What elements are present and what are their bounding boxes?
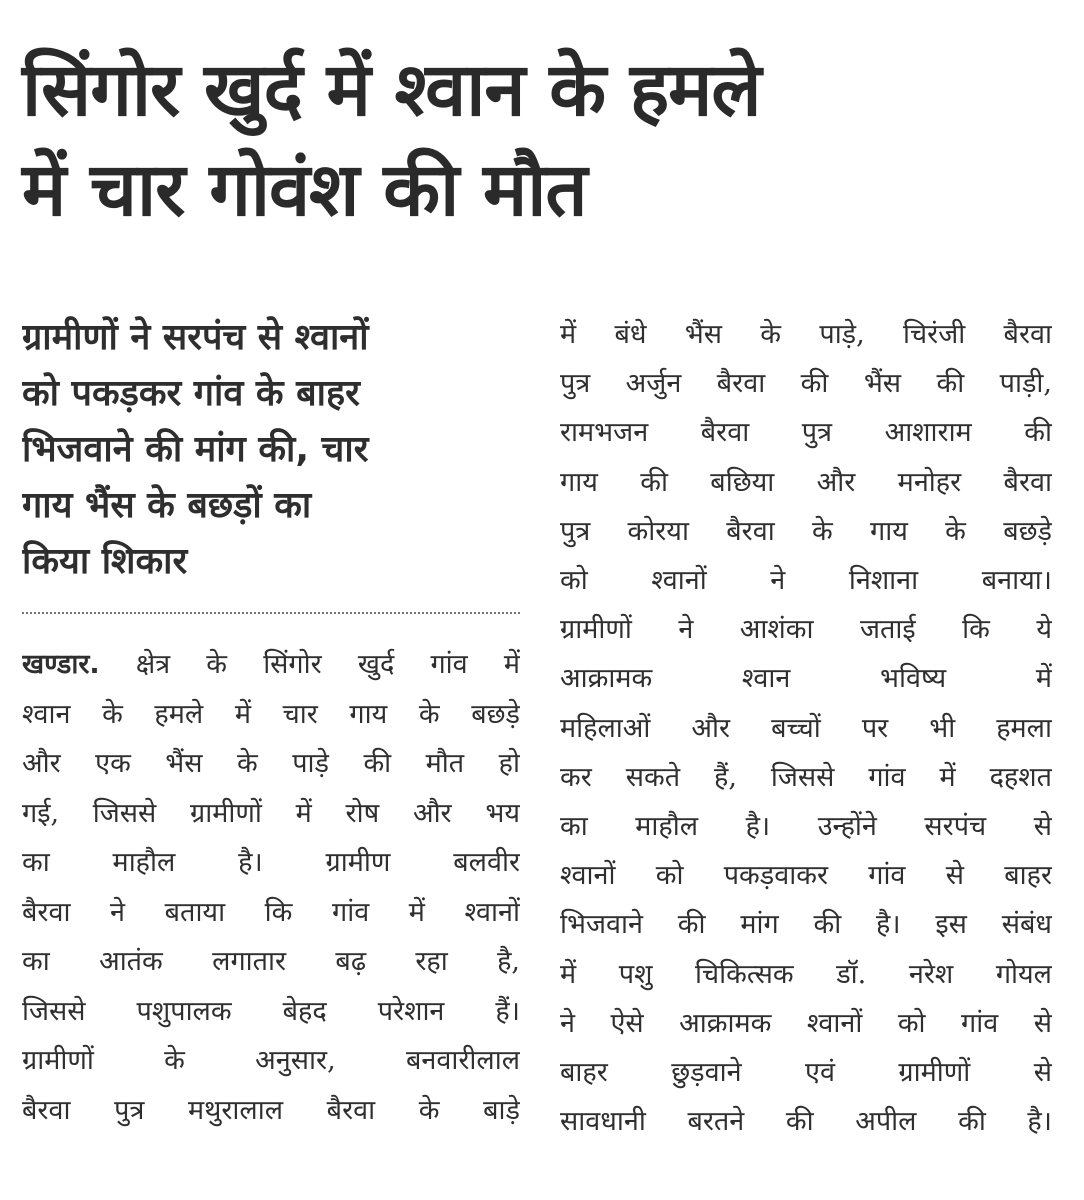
- subheadline-line-1: ग्रामीणों ने सरपंच से श्वानों: [22, 317, 369, 358]
- right-body-line: कर सकते हैं, जिससे गांव में दहशत: [560, 761, 1052, 793]
- subheadline-line-2: को पकड़कर गांव के बाहर: [22, 373, 360, 414]
- right-body-line: ग्रामीणों ने आशंका जताई कि ये: [560, 614, 1052, 646]
- left-body-line: का आतंक लगातार बढ़ रहा है,: [22, 946, 520, 977]
- dateline: खण्डार.: [22, 649, 100, 680]
- left-column: [22, 310, 520, 1135]
- right-body-line: में पशु चिकित्सक डॉ. नरेश गोयल: [560, 958, 1052, 990]
- right-body-line: सावधानी बरतने की अपील की है।: [560, 1106, 1052, 1138]
- dotted-divider: [22, 612, 520, 614]
- headline: [22, 40, 1062, 240]
- subheadline-line-4: गाय भैंस के बछड़ों का: [22, 485, 312, 526]
- left-body-line: बैरवा पुत्र मथुरालाल बैरवा के बाड़े: [22, 1094, 520, 1126]
- left-body-line: बैरवा ने बताया कि गांव में श्वानों: [22, 896, 520, 928]
- left-body-line: श्वान के हमले में चार गाय के बछड़े: [22, 698, 520, 730]
- left-body-line: और एक भैंस के पाड़े की मौत हो: [22, 748, 520, 779]
- right-column: [560, 310, 1052, 1146]
- right-body-line: पुत्र कोरया बैरवा के गाय के बछड़े: [560, 515, 1052, 547]
- article-first-line-text: क्षेत्र के सिंगोर खुर्द गांव में: [99, 649, 520, 680]
- right-body-line: ने ऐसे आक्रामक श्वानों को गांव से: [560, 1007, 1052, 1039]
- right-body-line: को श्वानों ने निशाना बनाया।: [560, 565, 1052, 597]
- right-body-line: पुत्र अर्जुन बैरवा की भैंस की पाड़ी,: [560, 368, 1052, 400]
- right-body-line: का माहौल है। उन्होंने सरपंच से: [560, 811, 1052, 843]
- right-body-line: में बंधे भैंस के पाड़े, चिरंजी बैरवा: [560, 319, 1052, 350]
- subheadline: [22, 310, 520, 590]
- subheadline-line-3: भिजवाने की मांग की, चार: [22, 429, 369, 470]
- left-body-line: ग्रामीणों के अनुसार, बनवारीलाल: [22, 1045, 520, 1076]
- headline-line-2: में चार गोवंश की मौत: [22, 147, 587, 233]
- right-body-line: रामभजन बैरवा पुत्र आशाराम की: [560, 417, 1052, 449]
- right-body-line: महिलाओं और बच्चों पर भी हमला: [560, 712, 1052, 744]
- article-first-line: [22, 640, 520, 690]
- subheadline-line-5: किया शिकार: [22, 541, 188, 582]
- right-body-line: श्वानों को पकड़वाकर गांव से बाहर: [560, 860, 1052, 892]
- right-body-line: गाय की बछिया और मनोहर बैरवा: [560, 466, 1052, 498]
- right-body-line: बाहर छुड़वाने एवं ग्रामीणों से: [560, 1057, 1052, 1089]
- right-body-line: भिजवाने की मांग की है। इस संबंध: [560, 909, 1052, 941]
- left-body-line: जिससे पशुपालक बेहद परेशान हैं।: [22, 995, 520, 1027]
- left-body-line: गई, जिससे ग्रामीणों में रोष और भय: [22, 797, 520, 829]
- left-body-line: का माहौल है। ग्रामीण बलवीर: [22, 847, 520, 878]
- headline-line-1: सिंगोर खुर्द में श्वान के हमले: [22, 47, 761, 133]
- right-body-line: आक्रामक श्वान भविष्य में: [560, 663, 1052, 695]
